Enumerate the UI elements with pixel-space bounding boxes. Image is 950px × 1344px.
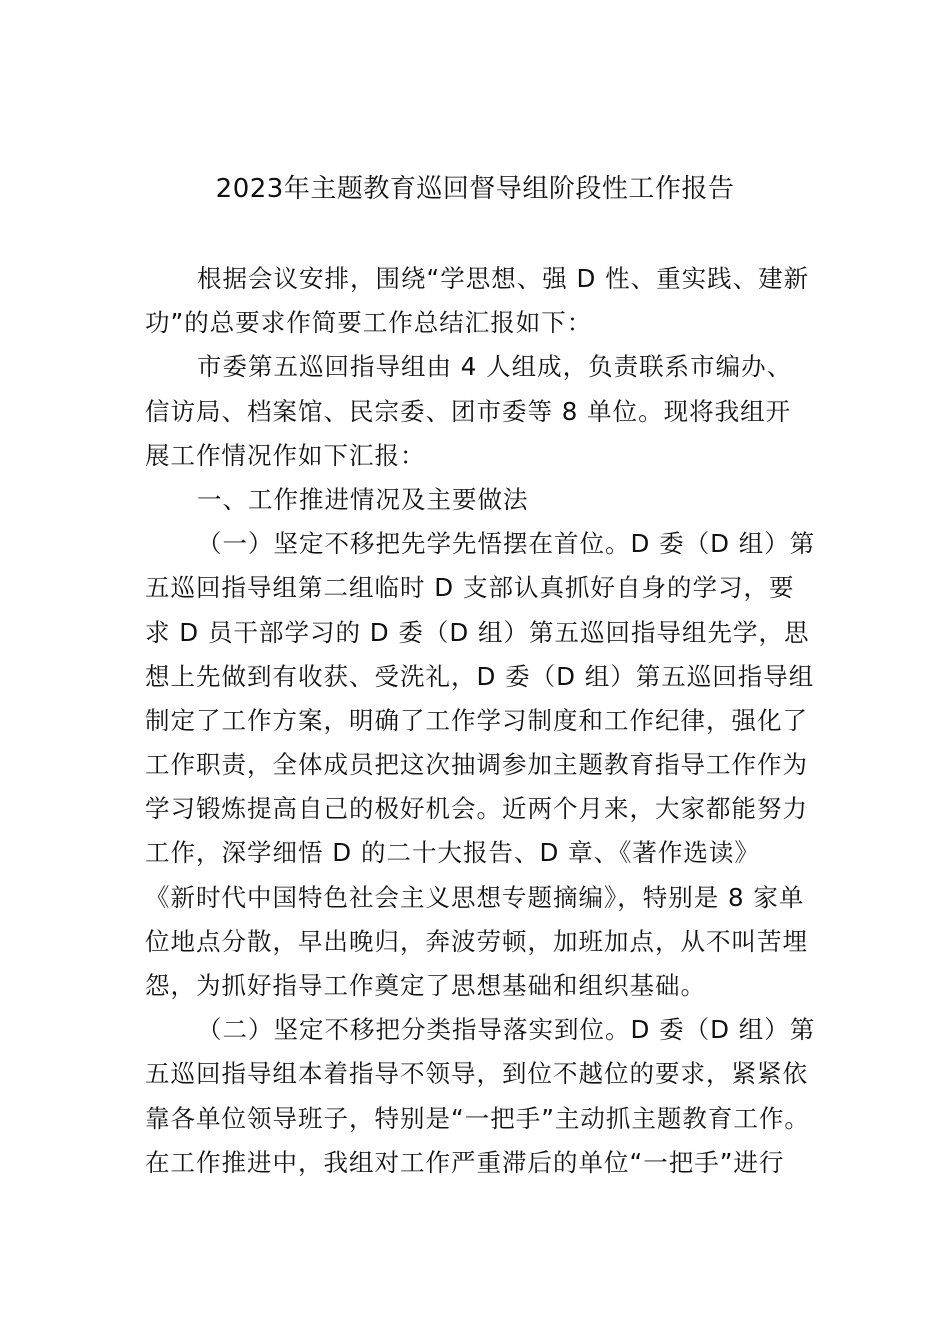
body-line: 工作，深学细悟 D 的二十大报告、D 章、《著作选读》: [145, 838, 760, 868]
body-line: （二）坚定不移把分类指导落实到位。D 委（D 组）第: [197, 1015, 816, 1045]
body-line: 一、工作推进情况及主要做法: [197, 484, 529, 514]
body-line: 位地点分散，早出晚归，奔波劳顿，加班加点，从不叫苦埋: [145, 926, 808, 956]
body-line: 功”的总要求作简要工作总结汇报如下：: [145, 308, 593, 338]
body-line: 在工作推进中，我组对工作严重滞后的单位“一把手”进行: [145, 1147, 785, 1177]
body-line: 怨，为抓好指导工作奠定了思想基础和组织基础。: [145, 971, 706, 1000]
body-line: 五巡回指导组本着指导不领导，到位不越位的要求，紧紧依: [145, 1059, 808, 1089]
document-body: [145, 257, 825, 1185]
body-line: 《新时代中国特色社会主义思想专题摘编》，特别是 8 家单: [145, 882, 805, 912]
body-line: 根据会议安排，围绕“学思想、强 D 性、重实践、建新: [197, 264, 810, 293]
body-line: 市委第五巡回指导组由 4 人组成，负责联系市编办、: [197, 352, 793, 382]
body-line: 想上先做到有收获、受洗礼，D 委（D 组）第五巡回指导组: [145, 661, 815, 691]
body-line: 信访局、档案馆、民宗委、团市委等 8 单位。现将我组开: [145, 396, 792, 426]
body-line: 学习锻炼提高自己的极好机会。近两个月来，大家都能努力: [145, 794, 808, 824]
body-line: 制定了工作方案，明确了工作学习制度和工作纪律，强化了: [145, 705, 808, 735]
body-line: 展工作情况作如下汇报：: [145, 440, 426, 470]
body-line: 工作职责，全体成员把这次抽调参加主题教育指导工作作为: [145, 750, 808, 780]
body-line: （一）坚定不移把先学先悟摆在首位。D 委（D 组）第: [197, 529, 816, 559]
body-line: 五巡回指导组第二组临时 D 支部认真抓好自身的学习，要: [145, 573, 795, 603]
document-title: 2023年主题教育巡回督导组阶段性工作报告: [215, 174, 735, 204]
body-line: 求 D 员干部学习的 D 委（D 组）第五巡回指导组先学，思: [145, 617, 810, 647]
body-line: 靠各单位领导班子，特别是“一把手”主动抓主题教育工作。: [145, 1103, 810, 1133]
